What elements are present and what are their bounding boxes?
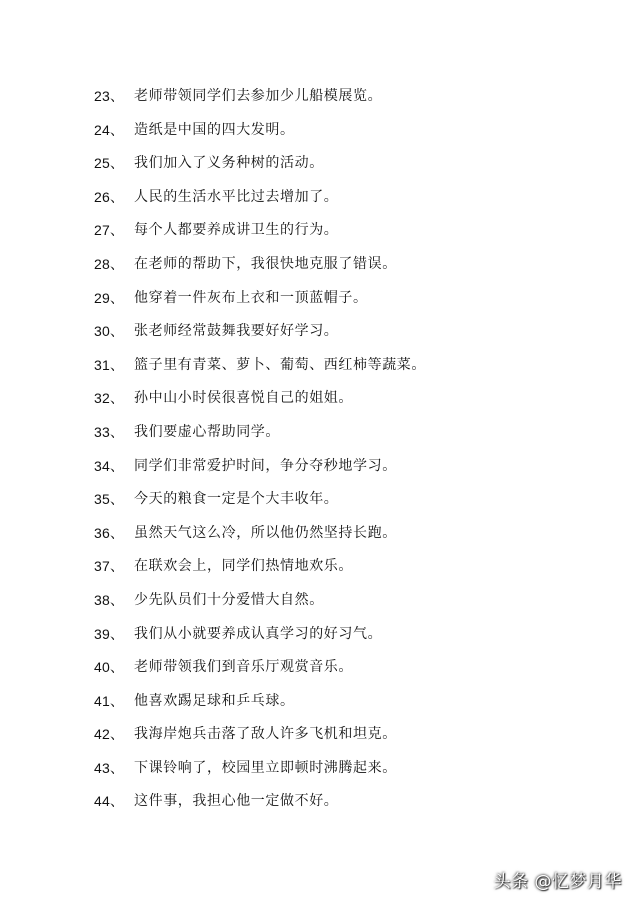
item-text: 每个人都要养成讲卫生的行为。 <box>134 222 339 239</box>
list-item <box>94 722 426 756</box>
item-number: 40、 <box>94 659 125 676</box>
item-number: 36、 <box>94 524 125 541</box>
item-text: 他喜欢踢足球和乒乓球。 <box>134 692 295 709</box>
list-item <box>94 689 426 723</box>
list-item <box>94 84 426 118</box>
list-item <box>94 151 426 185</box>
list-item <box>94 218 426 252</box>
item-number: 29、 <box>94 289 125 306</box>
item-number: 28、 <box>94 255 125 272</box>
sentence-list <box>94 84 426 823</box>
list-item <box>94 286 426 320</box>
list-item <box>94 386 426 420</box>
list-item <box>94 420 426 454</box>
item-text: 我海岸炮兵击落了敌人许多飞机和坦克。 <box>134 726 397 743</box>
list-item <box>94 353 426 387</box>
list-item <box>94 789 426 823</box>
list-item <box>94 319 426 353</box>
item-text: 造纸是中国的四大发明。 <box>134 121 295 138</box>
item-number: 24、 <box>94 121 125 138</box>
item-text: 这件事，我担心他一定做不好。 <box>134 793 339 810</box>
list-item <box>94 252 426 286</box>
list-item <box>94 554 426 588</box>
list-item <box>94 118 426 152</box>
item-number: 34、 <box>94 457 125 474</box>
item-text: 人民的生活水平比过去增加了。 <box>134 188 339 205</box>
list-item <box>94 521 426 555</box>
item-text: 我们要虚心帮助同学。 <box>134 423 280 440</box>
item-number: 32、 <box>94 390 125 407</box>
item-text: 在老师的帮助下，我很快地克服了错误。 <box>134 255 397 272</box>
item-number: 44、 <box>94 793 125 810</box>
item-number: 27、 <box>94 222 125 239</box>
item-text: 张老师经常鼓舞我要好好学习。 <box>134 323 339 340</box>
item-number: 37、 <box>94 558 125 575</box>
list-item <box>94 655 426 689</box>
list-item <box>94 622 426 656</box>
item-number: 30、 <box>94 323 125 340</box>
list-item <box>94 588 426 622</box>
item-number: 23、 <box>94 88 125 104</box>
item-number: 31、 <box>94 356 125 373</box>
item-text: 老师带领同学们去参加少儿船模展览。 <box>134 88 383 104</box>
list-item <box>94 487 426 521</box>
item-number: 33、 <box>94 423 125 440</box>
list-item <box>94 454 426 488</box>
item-text: 篮子里有青菜、萝卜、葡萄、西红柿等蔬菜。 <box>134 356 426 373</box>
item-text: 在联欢会上，同学们热情地欢乐。 <box>134 558 353 575</box>
item-number: 38、 <box>94 591 125 608</box>
item-text: 我们从小就要养成认真学习的好习气。 <box>134 625 383 642</box>
watermark: 头条 @忆梦月华 <box>493 872 622 892</box>
item-text: 他穿着一件灰布上衣和一顶蓝帽子。 <box>134 289 368 306</box>
list-item <box>94 185 426 219</box>
item-text: 虽然天气这么冷，所以他仍然坚持长跑。 <box>134 524 397 541</box>
item-text: 孙中山小时侯很喜悦自己的姐姐。 <box>134 390 353 407</box>
item-text: 同学们非常爱护时间，争分夺秒地学习。 <box>134 457 397 474</box>
item-text: 少先队员们十分爱惜大自然。 <box>134 591 324 608</box>
item-number: 41、 <box>94 692 125 709</box>
item-number: 39、 <box>94 625 125 642</box>
item-number: 26、 <box>94 188 125 205</box>
item-number: 42、 <box>94 726 125 743</box>
item-number: 43、 <box>94 759 125 776</box>
item-number: 35、 <box>94 491 125 508</box>
item-text: 老师带领我们到音乐厅观赏音乐。 <box>134 659 353 676</box>
item-text: 今天的粮食一定是个大丰收年。 <box>134 491 339 508</box>
list-item <box>94 756 426 790</box>
item-text: 下课铃响了，校园里立即顿时沸腾起来。 <box>134 759 397 776</box>
item-number: 25、 <box>94 155 125 172</box>
item-text: 我们加入了义务种树的活动。 <box>134 155 324 172</box>
